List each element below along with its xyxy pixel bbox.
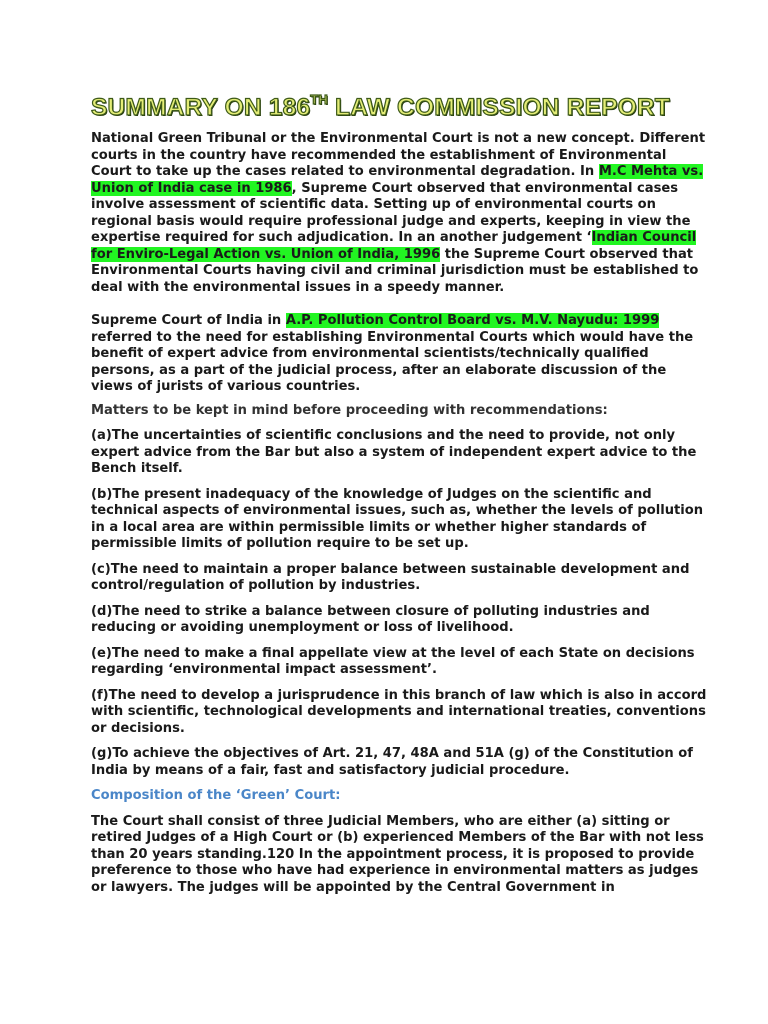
intro-paragraph [91, 131, 708, 296]
nayudu-paragraph [91, 313, 708, 396]
list-item: (e)The need to make a final appellate view at the level of each State on decisions regarding ‘environmental impact assessment’. [91, 645, 695, 677]
intro-text-1: National Green Tribunal or the Environmental Court is not a new concept. Different courts in the country have recommended the establishment of Environmental Court to take up the cases related to environmental degradation. In [91, 131, 706, 179]
title-main: SUMMARY ON 186 [91, 94, 311, 121]
title-superscript: TH [310, 92, 329, 107]
intro-text-3: the Supreme Court observed that Environmental Courts having civil and criminal jurisdiction must be established to deal with the environmental issues in a speedy manner. [91, 246, 699, 295]
list-item: (f)The need to develop a jurisprudence in this branch of law which is also in accord with scientific, technological developments and international treaties, conventions or decisions. [91, 687, 707, 736]
nayudu-text-1: Supreme Court of India in [91, 313, 286, 328]
case-highlight-enviro-legal: Indian Council for Enviro-Legal Action vs. Union of India, 1996 [91, 230, 697, 262]
intro-text-2: , Supreme Court observed that environmental cases involve assessment of scientific data. Setting up of environmental courts on regional basis would require professional judge and experts, keeping in view the expertise required for such adjudication. In an another judgement ‘ [91, 180, 691, 245]
composition-paragraph: The Court shall consist of three Judicial Members, who are either (a) sitting or retired Judges of a High Court or (b) experienced Members of the Bar with not less than 20 years standing.120 In the appointment process, it is proposed to provide preference to those who have had experience in environmental matters as judges or lawyers. The judges will be appointed by the Central Government in [91, 813, 704, 895]
case-highlight-nayudu: A.P. Pollution Control Board vs. M.V. Nayudu: 1999 [285, 313, 660, 328]
case-highlight-mc-mehta: M.C Mehta vs. Union of India case in 1986 [91, 164, 704, 196]
list-item: (c)The need to maintain a proper balance between sustainable development and control/regulation of pollution by industries. [91, 561, 690, 593]
document-title [91, 92, 708, 122]
list-item: (b)The present inadequacy of the knowledge of Judges on the scientific and technical aspects of environmental issues, such as, whether the levels of pollution in a local area are within permissible limits or whether higher standards of permissible limits of pollution require to be set up. [91, 486, 704, 551]
list-item: (d)The need to strike a balance between closure of polluting industries and reducing or avoiding unemployment or loss of livelihood. [91, 603, 650, 635]
title-rest: LAW COMMISSION REPORT [328, 94, 670, 121]
composition-heading: Composition of the ‘Green’ Court: [91, 788, 341, 803]
list-item: (g)To achieve the objectives of Art. 21, 47, 48A and 51A (g) of the Constitution of India by means of a fair, fast and satisfactory judicial procedure. [91, 746, 693, 778]
matters-heading: Matters to be kept in mind before proceeding with recommendations: [91, 402, 608, 418]
nayudu-text-2: referred to the need for establishing Environmental Courts which would have the benefit of expert advice from environmental scientists/technically qualified persons, as a part of the judicial process, after an elaborate discussion of the views of jurists of various countries. [91, 329, 694, 394]
list-item: (a)The uncertainties of scientific conclusions and the need to provide, not only expert advice from the Bar but also a system of independent expert advice to the Bench itself. [91, 428, 697, 476]
